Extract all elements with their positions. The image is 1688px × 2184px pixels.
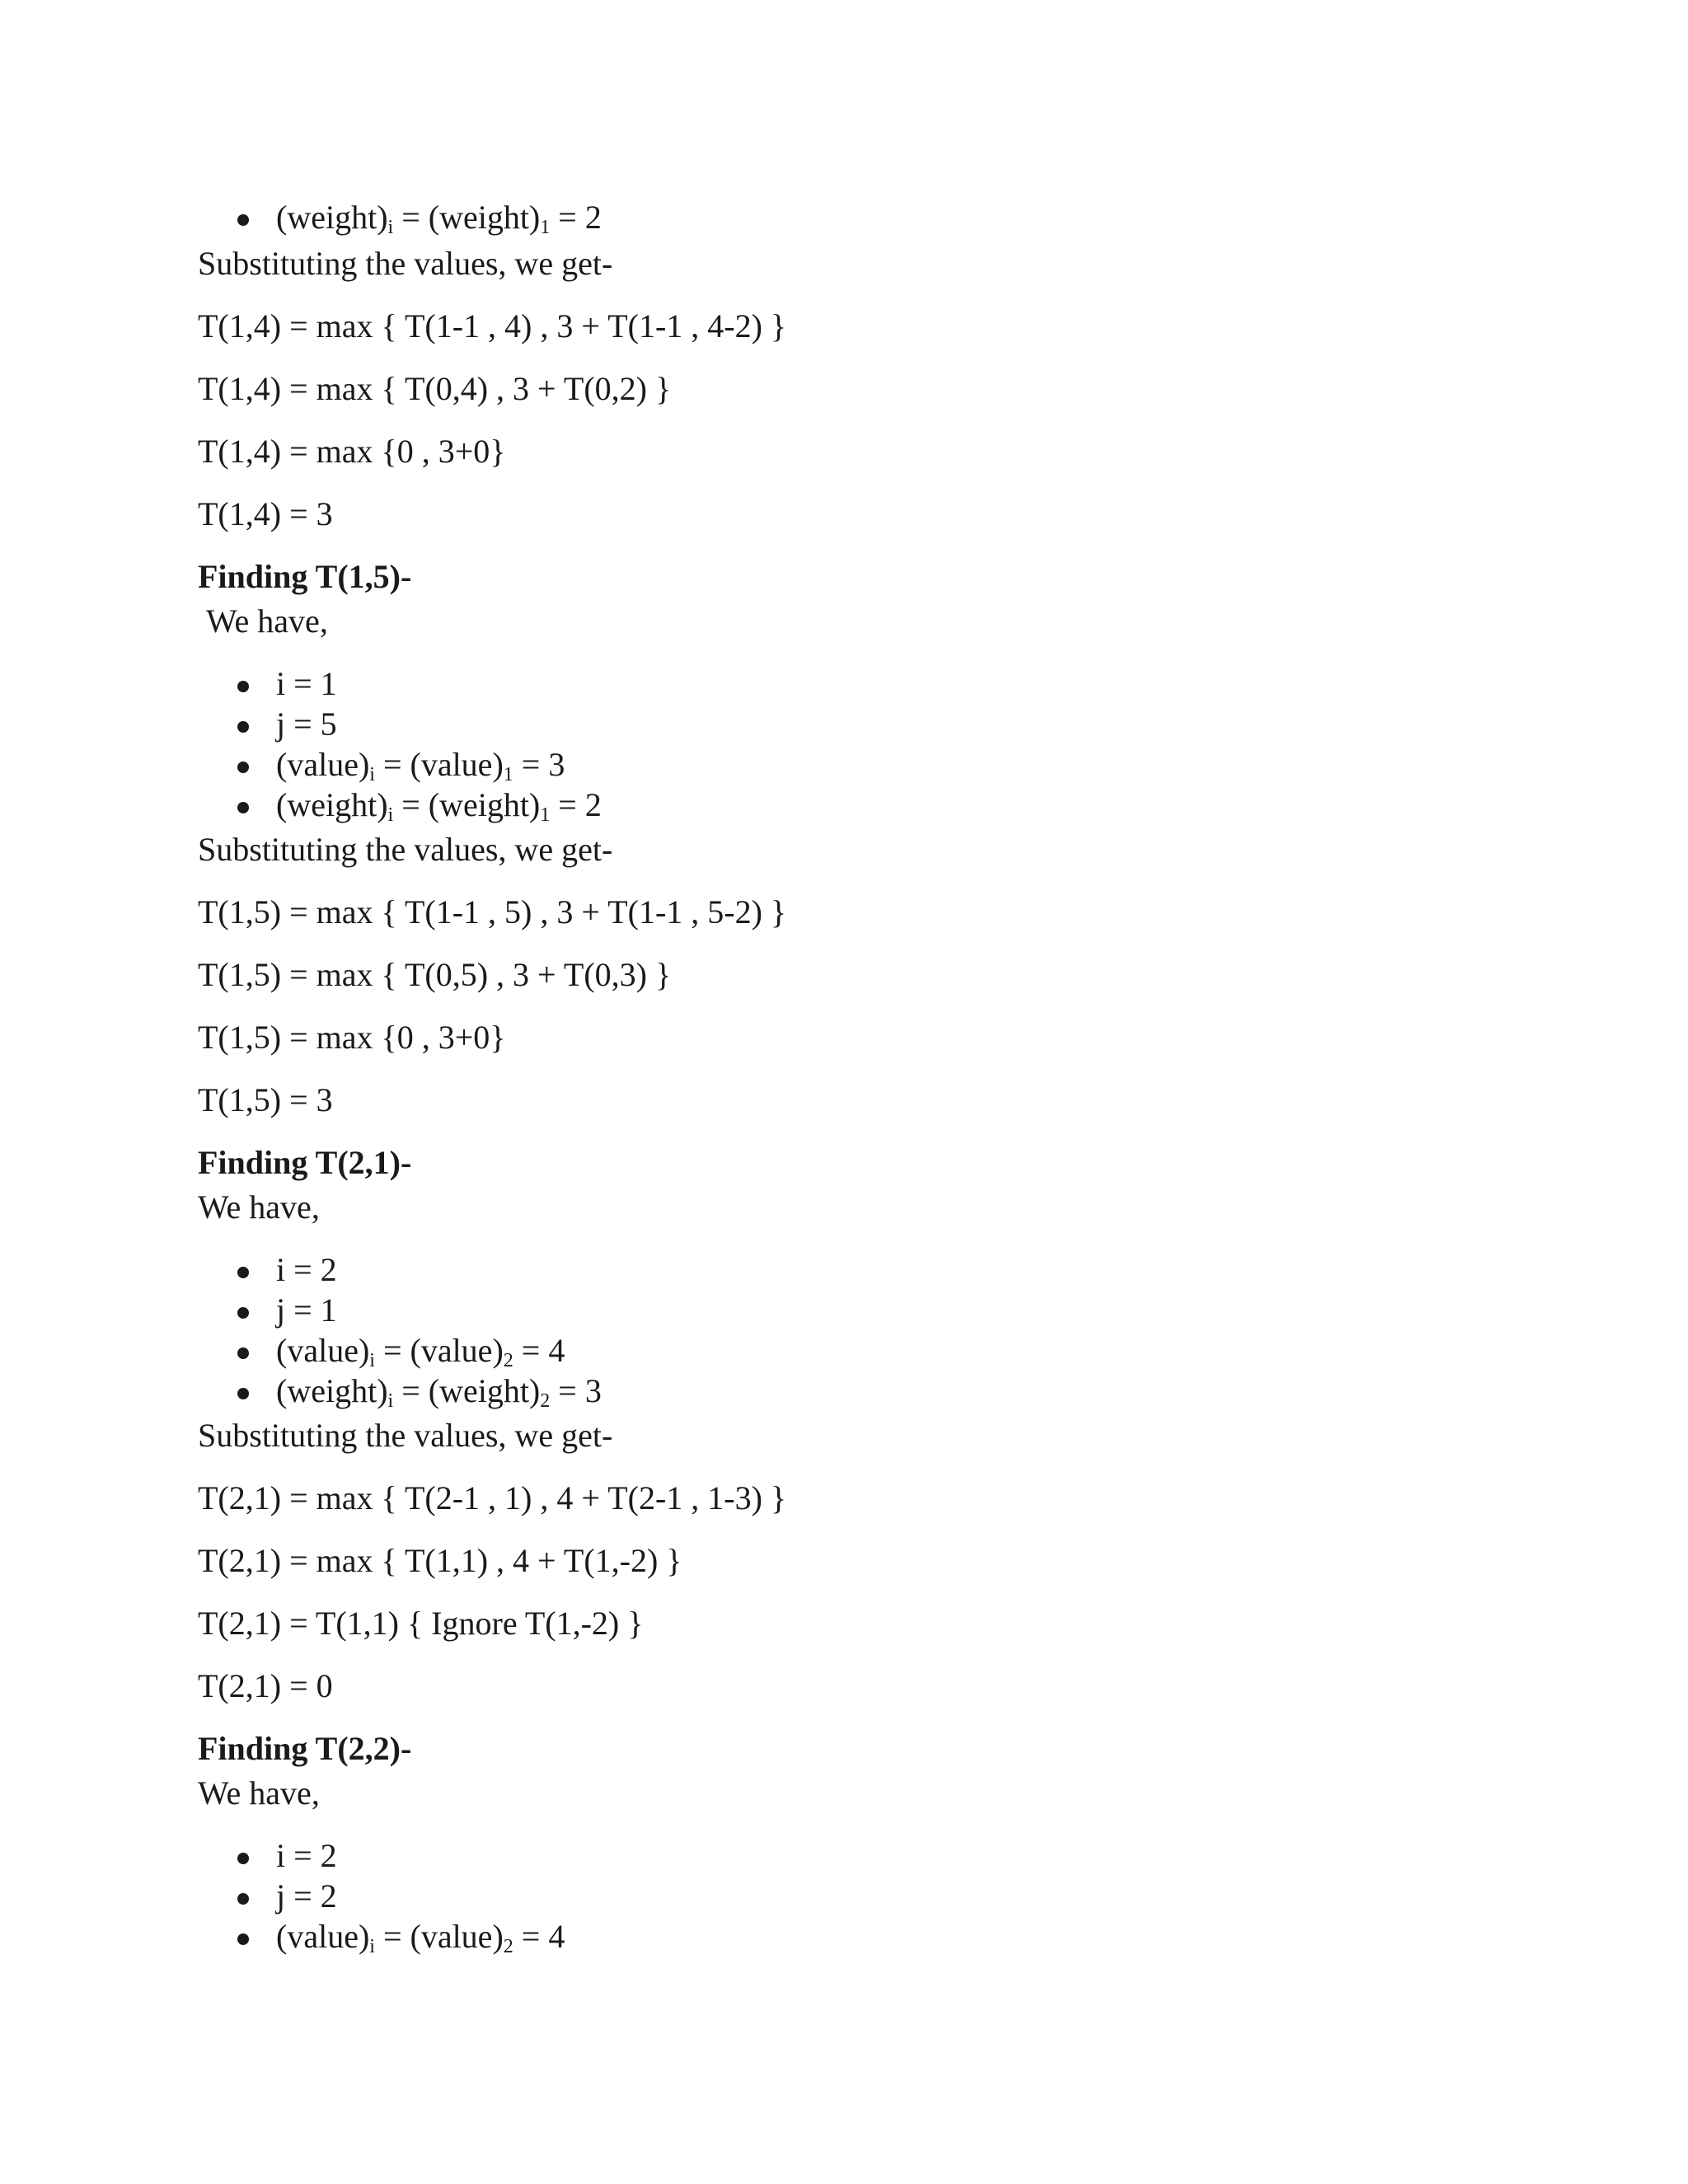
text-run: T(2,1) = max { T(1,1) , 4 + T(1,-2) } [198, 1542, 682, 1579]
equation-line [198, 369, 671, 409]
bullet-item [276, 198, 602, 237]
text-run: T(1,5) = max { T(1-1 , 5) , 3 + T(1-1 , 5-2) } [198, 893, 787, 930]
text-run: = 2 [550, 786, 602, 823]
bullet-item [276, 664, 337, 704]
text-run: (weight) [276, 1372, 388, 1409]
text-run: T(1,4) = 3 [198, 495, 333, 532]
text-run: Substituting the values, we get- [198, 245, 613, 282]
paragraph-text [198, 1188, 320, 1227]
equation-line [198, 1479, 786, 1518]
subscript: 2 [503, 1936, 513, 1957]
text-run: T(2,1) = T(1,1) { Ignore T(1,-2) } [198, 1605, 644, 1642]
subscript: 1 [503, 764, 513, 785]
text-run: Finding T(1,5)- [198, 558, 412, 595]
equation-line [198, 1666, 333, 1706]
text-run: = (value) [374, 746, 504, 783]
subscript: i [387, 804, 394, 826]
text-run: T(1,5) = max {0 , 3+0} [198, 1019, 506, 1056]
text-run: We have, [206, 602, 328, 640]
text-run: T(1,5) = 3 [198, 1081, 333, 1118]
subscript: 1 [540, 804, 551, 826]
bullet-item [276, 1877, 337, 1916]
text-run: i = 1 [276, 665, 337, 702]
text-run: = 3 [550, 1372, 602, 1409]
paragraph-text [198, 1416, 612, 1455]
text-run: j = 5 [276, 705, 337, 743]
subscript: 1 [540, 217, 551, 238]
text-run: T(2,1) = max { T(2-1 , 1) , 4 + T(2-1 , 1-3) } [198, 1479, 787, 1516]
equation-line [198, 893, 786, 932]
text-run: (weight) [276, 786, 388, 823]
text-run: (value) [276, 1332, 370, 1369]
text-run: = (weight) [393, 786, 541, 823]
text-run: Substituting the values, we get- [198, 831, 613, 868]
text-run: = 2 [550, 199, 602, 236]
text-run: = 3 [513, 746, 565, 783]
subscript: i [369, 1936, 375, 1957]
text-run: = (weight) [393, 199, 541, 236]
text-run: = (weight) [393, 1372, 541, 1409]
text-run: = 4 [513, 1332, 565, 1369]
text-run: i = 2 [276, 1251, 337, 1288]
text-run: Finding T(2,1)- [198, 1144, 412, 1181]
equation-line [198, 1541, 682, 1581]
text-run: (weight) [276, 199, 388, 236]
text-run: = (value) [374, 1918, 504, 1955]
text-run: T(1,5) = max { T(0,5) , 3 + T(0,3) } [198, 956, 672, 993]
paragraph-text [198, 244, 612, 284]
bullet-item [276, 1331, 565, 1371]
text-run: = (value) [374, 1332, 504, 1369]
equation-line [198, 1018, 505, 1057]
subscript: i [387, 1390, 394, 1412]
bullet-item [276, 1371, 602, 1411]
text-run: We have, [198, 1188, 320, 1226]
bullet-item [276, 1836, 337, 1876]
subscript: i [369, 1350, 375, 1371]
text-run: Finding T(2,2)- [198, 1730, 412, 1767]
text-run: T(1,4) = max {0 , 3+0} [198, 433, 506, 470]
bullet-item [276, 705, 337, 744]
section-heading [198, 1729, 411, 1769]
subscript: 2 [503, 1350, 513, 1371]
text-run: j = 1 [276, 1291, 337, 1329]
section-heading [198, 1143, 411, 1183]
paragraph-text [198, 1774, 320, 1813]
equation-line [198, 1604, 643, 1643]
bullet-item [276, 785, 602, 825]
paragraph-text [206, 602, 328, 641]
text-run: T(2,1) = 0 [198, 1667, 333, 1704]
text-run: (value) [276, 746, 370, 783]
subscript: i [369, 764, 375, 785]
equation-line [198, 432, 505, 471]
text-run: (value) [276, 1918, 370, 1955]
bullet-item [276, 745, 565, 785]
bullet-item [276, 1291, 337, 1330]
equation-line [198, 955, 671, 995]
paragraph-text [198, 830, 612, 869]
subscript: i [387, 217, 394, 238]
equation-line [198, 307, 786, 346]
subscript: 2 [540, 1390, 551, 1412]
text-run: T(1,4) = max { T(1-1 , 4) , 3 + T(1-1 , 4-2) } [198, 307, 787, 344]
text-run: T(1,4) = max { T(0,4) , 3 + T(0,2) } [198, 370, 672, 407]
text-run: Substituting the values, we get- [198, 1417, 613, 1454]
equation-line [198, 494, 333, 534]
bullet-item [276, 1250, 337, 1290]
section-heading [198, 557, 411, 597]
text-run: We have, [198, 1774, 320, 1811]
equation-line [198, 1080, 333, 1120]
text-run: j = 2 [276, 1877, 337, 1915]
text-run: = 4 [513, 1918, 565, 1955]
bullet-item [276, 1917, 565, 1957]
text-run: i = 2 [276, 1837, 337, 1874]
